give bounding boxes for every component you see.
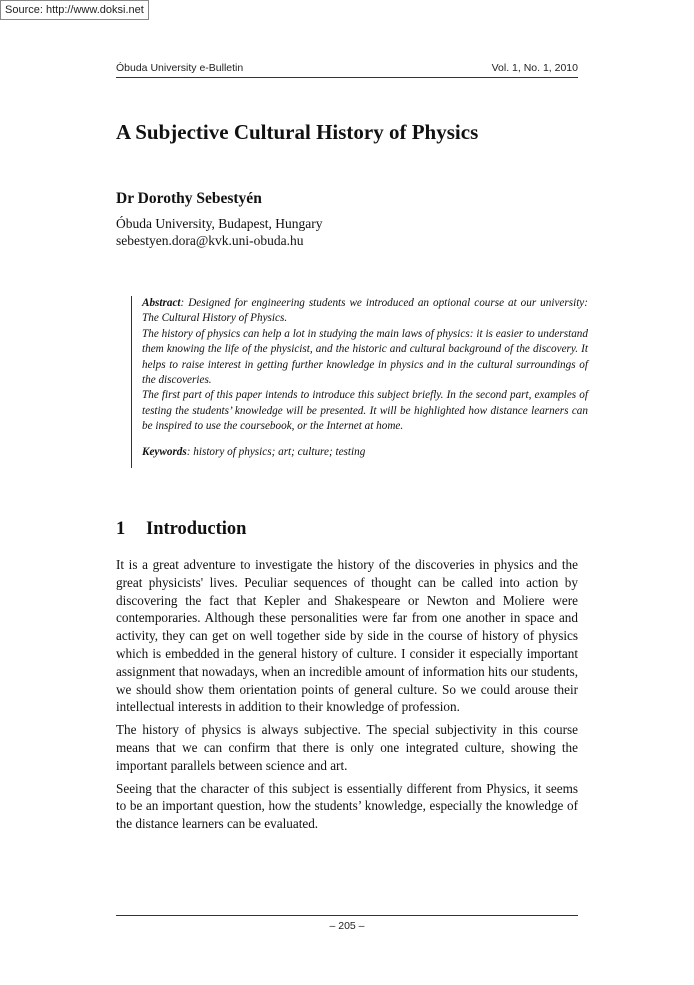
paragraph: The history of physics is always subjective. The special subjectivity in this course means that we can confirm that there is only one integrated culture, showing the important parallels between science and art.	[116, 722, 578, 773]
section-title: Introduction	[146, 519, 247, 539]
affiliation: Óbuda University, Budapest, Hungary	[116, 216, 323, 231]
volume-info: Vol. 1, No. 1, 2010	[491, 62, 578, 74]
author-email: sebestyen.dora@kvk.uni-obuda.hu	[116, 233, 304, 248]
author-affiliation-block	[116, 215, 322, 249]
running-header	[116, 62, 578, 78]
paragraph: Seeing that the character of this subject is essentially different from Physics, it seems to be an important question, how the students’ knowledge, especially the knowledge of the distance learners can be evaluated.	[116, 780, 578, 832]
paragraph: It is a great adventure to investigate the history of the discoveries in physics and the great physicists' lives. Peculiar sequences of thought can be called into action by discovering the fact that Kepler and Shakespeare or Newton and Moliere were contemporaries. Although these personalities were far from one another in space and activity, they can get on well together side by side in the course of history of physics which is embedded in the general history of culture. I consider it especially important assignment that nowadays, when an incredible amount of information hits our students, we should show them orientation points of general culture. So we could arouse their intellectual interests in addition to their knowledge of profession.	[116, 557, 578, 715]
section-number: 1	[116, 519, 126, 539]
page-number: – 205 –	[329, 920, 365, 932]
abstract-para-2: The history of physics can help a lot in studying the main laws of physics: it is easier to understand them knowing the life of the physicist, and the historic and cultural background of the discovery. It helps to raise interest in getting further knowledge in physics and in the cultural surroundings of the discoveries.	[142, 327, 588, 387]
footer-divider	[116, 915, 578, 916]
abstract-text-1: : Designed for engineering students we introduced an optional course at our university: The Cultural History of Physics.	[142, 297, 588, 325]
keywords-label: Keywords	[142, 445, 187, 458]
paper-title: A Subjective Cultural History of Physics	[116, 120, 479, 144]
section-heading-introduction	[116, 519, 246, 540]
keywords-line	[142, 445, 588, 460]
source-label: Source: http://www.doksi.net	[0, 0, 149, 20]
journal-name: Óbuda University e-Bulletin	[116, 62, 244, 74]
abstract-para-1	[142, 296, 588, 327]
abstract-block	[131, 296, 588, 468]
author-name: Dr Dorothy Sebestyén	[116, 190, 262, 207]
introduction-body	[116, 556, 578, 838]
abstract-label: Abstract	[142, 297, 181, 309]
abstract-para-3: The first part of this paper intends to introduce this subject briefly. In the second part, examples of testing the students’ knowledge will be presented. It will be highlighted how distance learners can be inspired to use the coursebook, or the Internet at home.	[142, 389, 588, 433]
keywords-text: : history of physics; art; culture; testing	[186, 445, 366, 458]
